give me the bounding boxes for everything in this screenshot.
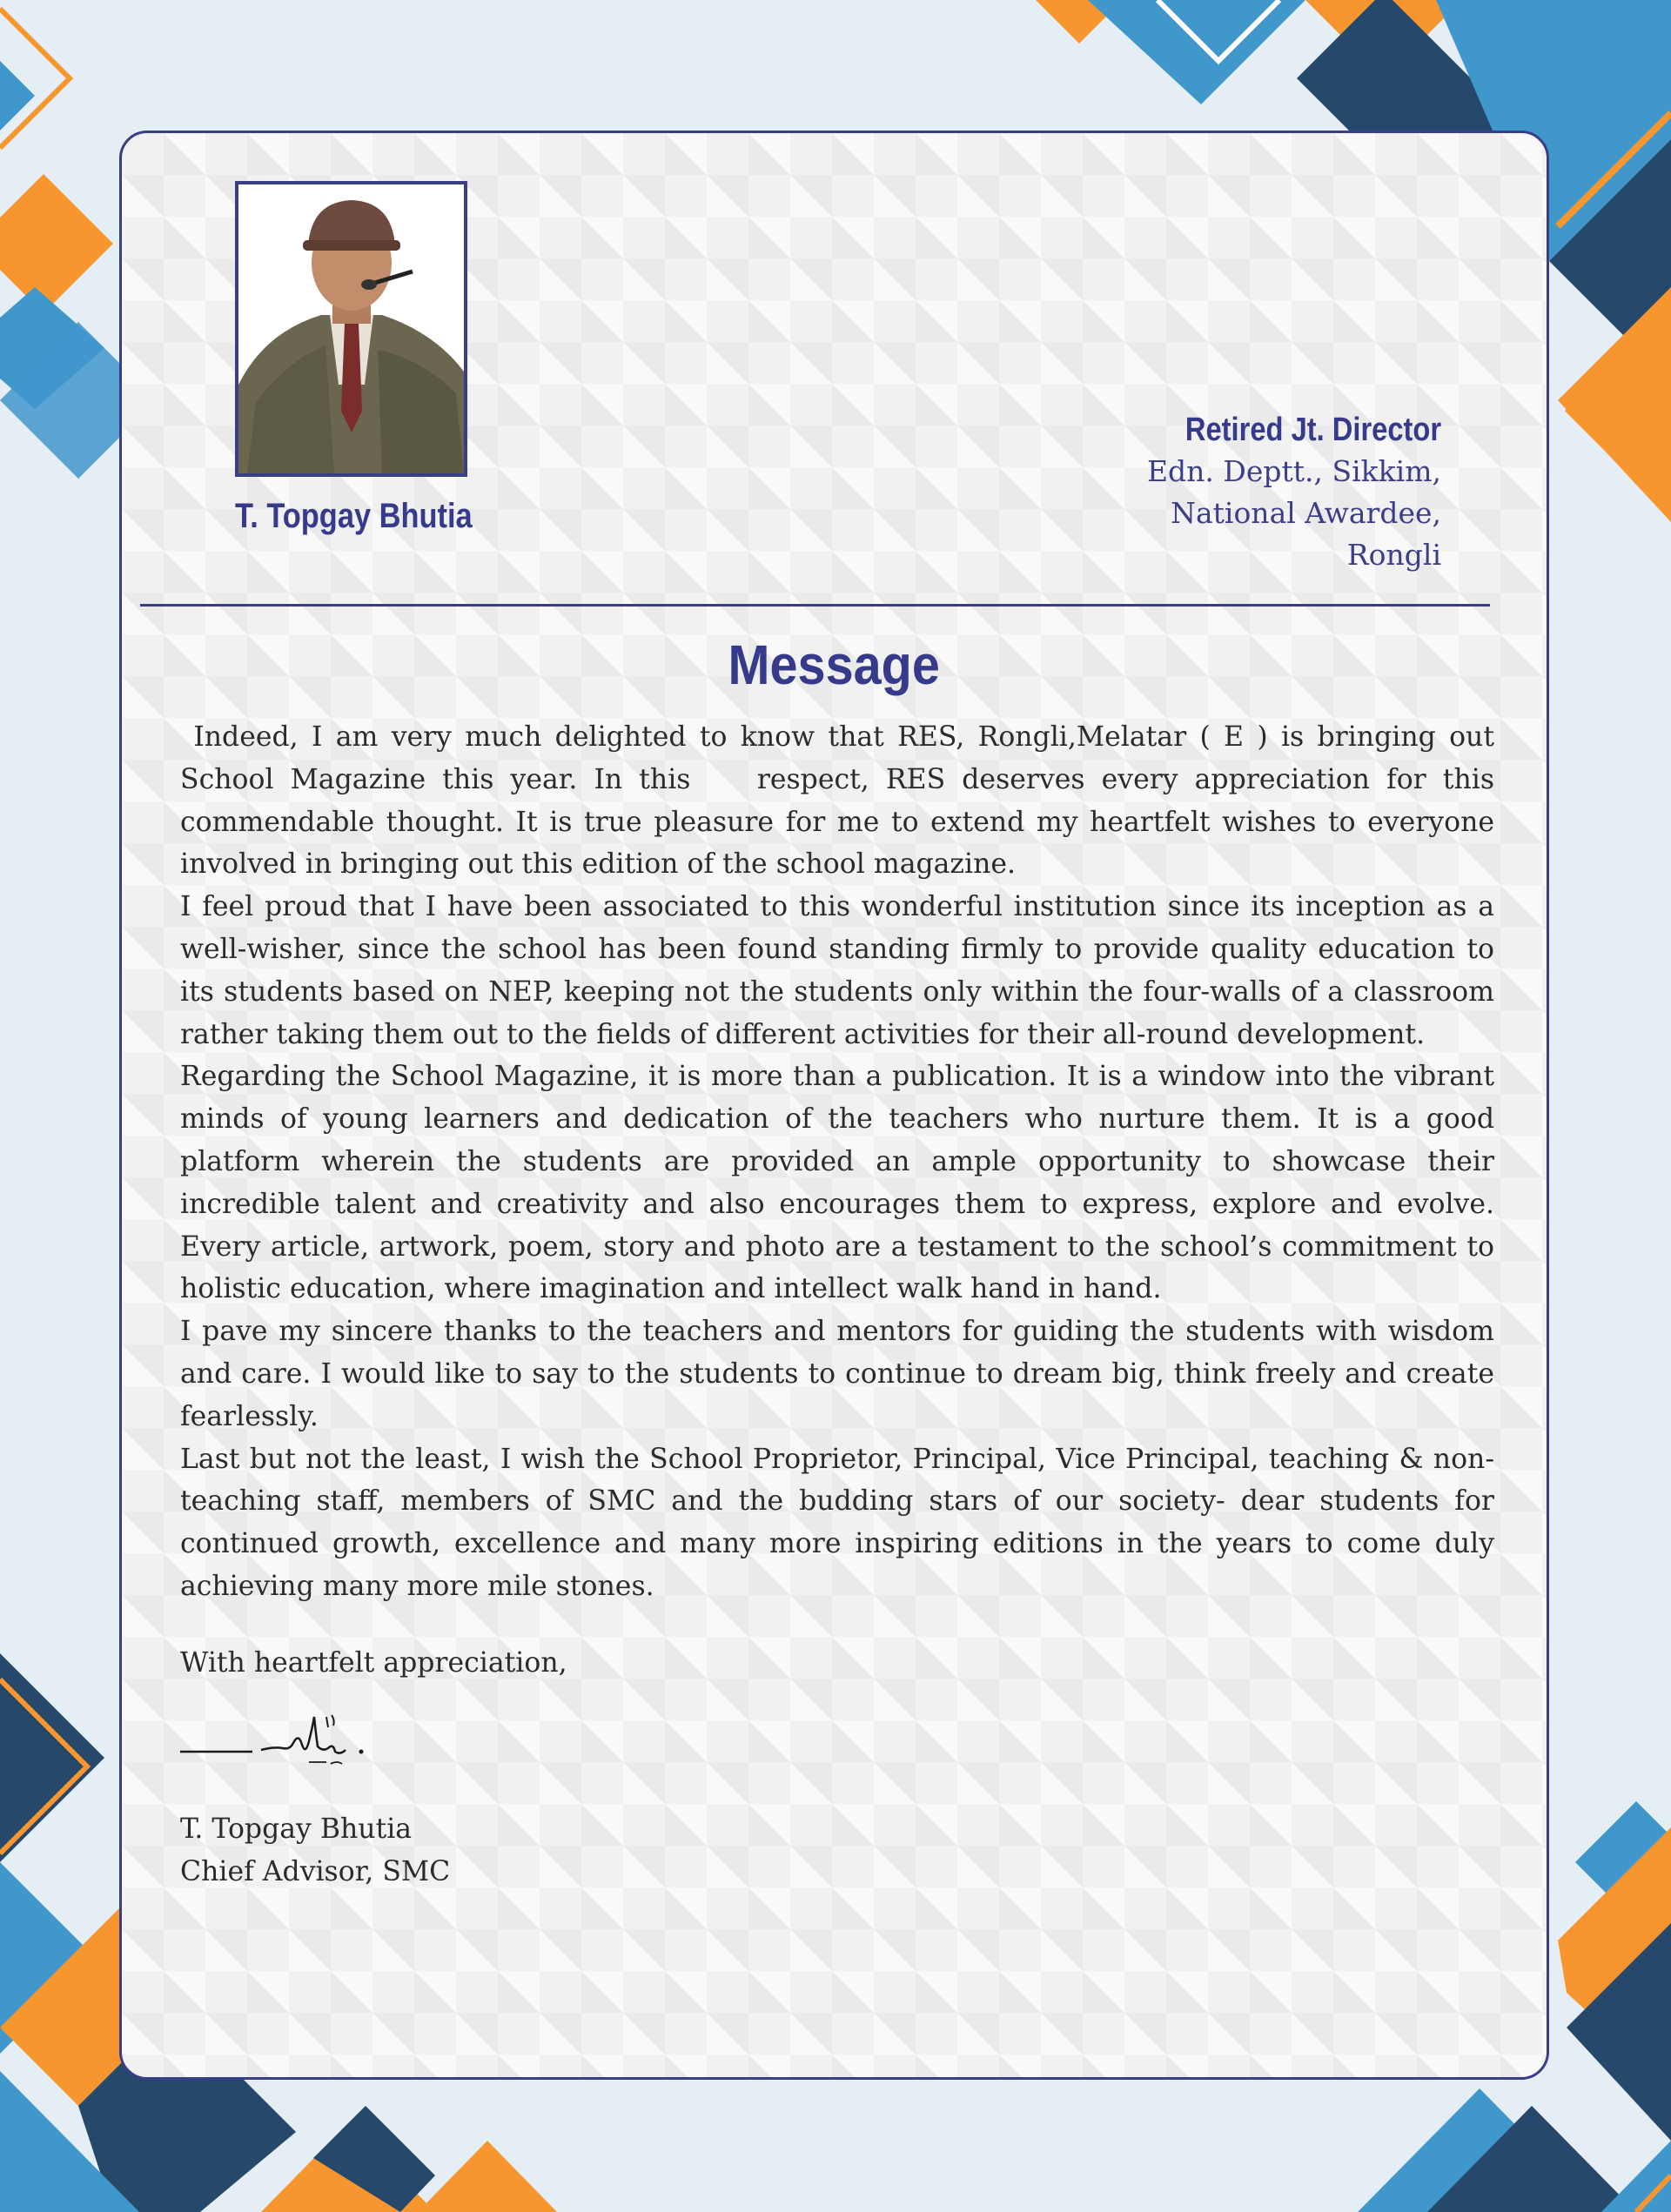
designation-block <box>832 412 1441 576</box>
portrait-photo-icon <box>238 184 464 473</box>
closing-line: With heartfelt appreciation, <box>180 1647 567 1679</box>
designation-line: Rongli <box>1346 538 1441 572</box>
message-paragraph: I pave my sincere thanks to the teachers and mentors for guiding the students with wisdom and care. I would like to say to the students to continue to dream big, think freely and create fearlessly. <box>180 1316 1494 1432</box>
designation-line: National Awardee, <box>1171 496 1441 530</box>
message-paragraph: Indeed, I am very much delighted to know that RES, Rongli,Melatar ( E ) is bringing out School Magazine this year. In this respect, RES deserves every appreciation for this commendable thought. It is true pleasure for me to extend my heartfelt wishes to everyone involved in bringing out this edition of the school magazine. <box>180 721 1504 881</box>
portrait-photo <box>235 181 467 477</box>
message-paragraph: Last but not the least, I wish the School Proprietor, Principal, Vice Principal, teaching & non-teaching staff, members of SMC and the budding stars of our society- dear students for continued growth, excellence and many more inspiring editions in the years to come duly achieving many more mile stones. <box>180 1443 1494 1602</box>
deco-shape <box>418 2141 557 2212</box>
designation-title: Retired Jt. Director <box>1184 412 1441 448</box>
deco-shape <box>0 1653 104 1862</box>
deco-shape <box>1088 0 1305 104</box>
signer-role: Chief Advisor, SMC <box>180 1855 451 1887</box>
message-body <box>180 716 1504 1608</box>
designation-line: Edn. Deptt., Sikkim, <box>1146 454 1441 488</box>
message-heading <box>122 633 1547 697</box>
signer-name: T. Topgay Bhutia <box>180 1813 413 1845</box>
deco-shape <box>0 174 113 313</box>
signature-icon <box>178 1708 440 1786</box>
signer-block <box>180 1808 450 1894</box>
author-name: T. Topgay Bhutia <box>235 497 473 535</box>
message-paragraph: Regarding the School Magazine, it is more than a publication. It is a window into the vibrant minds of young learners and dedication of the teachers who nurture them. It is a good platform wherein the students are provided an ample opportunity to showcase their incredible talent and creativity and also encourages them to express, explore and evolve. Every article, artwork, poem, story and photo are a testament to the school’s commitment to holistic education, where imagination and intellect walk hand in hand. <box>180 1061 1494 1305</box>
message-paragraph: I feel proud that I have been associated to this wonderful institution since its inception as a well-wisher, since the school has been found standing firmly to provide quality education to its students based on NEP, keeping not the students only within the four-walls of a classroom rather taking them out to the fields of different activities for their all-round development. <box>180 891 1494 1050</box>
divider <box>140 604 1490 607</box>
handwritten-signature <box>178 1708 440 1790</box>
message-card <box>119 131 1549 2080</box>
message-heading-text: Message <box>728 633 941 696</box>
